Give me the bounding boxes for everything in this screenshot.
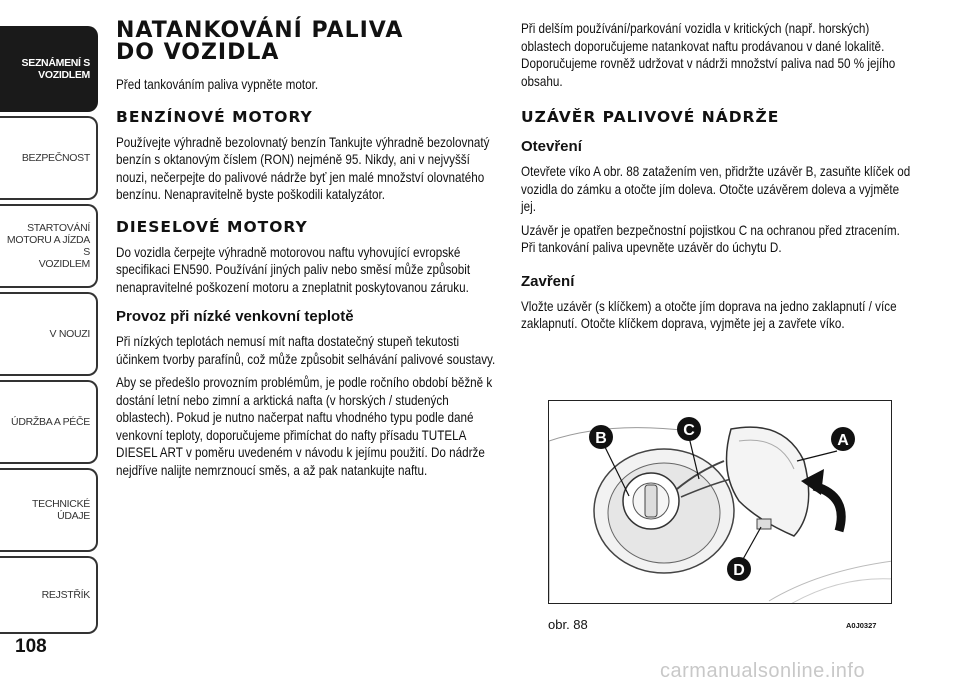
petrol-text: Používejte výhradně bezolovnatý benzín Tankujte výhradně bezolovnatý benzín s oktanovým číslem (RON) nejméně 95. Nikdy, ani v nejvyšší nouzi, nečerpejte do palivové nádrže byť jen malé množství olovnatého benzínu. Nenapravitelně byste poškodili katalyzátor. xyxy=(116,134,490,202)
tab-technicke-udaje[interactable] xyxy=(0,468,98,552)
figure-code: A0J0327 xyxy=(846,621,877,630)
petrol-heading: BENZÍNOVÉ MOTORY xyxy=(116,107,313,126)
callout-b-label: B xyxy=(595,430,607,447)
watermark: carmanualsonline.info xyxy=(660,660,866,682)
intro-text: Před tankováním paliva vypněte motor. xyxy=(116,77,319,92)
close-heading: Zavření xyxy=(521,272,575,290)
tab-bezpecnost[interactable] xyxy=(0,116,98,200)
tab-startovani[interactable] xyxy=(0,204,98,288)
tab-label: STARTOVÁNÍ MOTORU A JÍZDA S VOZIDLEM xyxy=(6,222,90,270)
page-title: NATANKOVÁNÍ PALIVA DO VOZIDLA xyxy=(116,18,404,65)
page-number: 108 xyxy=(15,636,47,657)
tab-rejstrik[interactable] xyxy=(0,556,98,634)
callout-a-label: A xyxy=(837,432,849,449)
left-column xyxy=(116,20,498,485)
fuel-cap-figure xyxy=(548,400,892,604)
diesel-text: Do vozidla čerpejte výhradně motorovou naftu vyhovující evropské specifikaci EN590. Používání jiných paliv nebo směsí může způsobit nenapravitelné poškození motoru a zneplatnit poskytovanou záruku. xyxy=(116,244,471,295)
tab-seznameni[interactable] xyxy=(0,26,98,112)
tab-label: ÚDRŽBA A PÉČE xyxy=(11,416,90,428)
tab-v-nouzi[interactable] xyxy=(0,292,98,376)
open-text-1: Otevřete víko A obr. 88 zatažením ven, přidržte uzávěr B, zasuňte klíček od vozidla do zámku a otočte jím doleva. Otočte uzávěrem doleva a vyjměte jej. xyxy=(521,164,911,214)
tab-udrzba[interactable] xyxy=(0,380,98,464)
right-column xyxy=(521,20,913,339)
cap-heading: UZÁVĚR PALIVOVÉ NÁDRŽE xyxy=(521,108,780,126)
cold-text-2: Aby se předešlo provozním problémům, je podle ročního období běžně k dostání letní nebo zimní a arktická nafta (v horských / studených oblastech). Pokud je nutno načerpat naftu vhodného typu podle dané venkovní teploty, doporučujeme přimíchat do nafty přísadu TUTELA DIESEL ART v poměru uvedeném v návodu k jejímu použití. Do nádrže nejdříve nalijte nemrznoucí směs, a až pak natankujte naftu. xyxy=(116,375,493,478)
figure-caption: obr. 88 xyxy=(548,617,588,632)
tab-label: TECHNICKÉ ÚDAJE xyxy=(32,498,90,522)
tab-label: V NOUZI xyxy=(49,328,90,340)
open-heading: Otevření xyxy=(521,138,582,155)
close-text: Vložte uzávěr (s klíčkem) a otočte jím doprava na jedno zaklapnutí / více zaklapnutí. Otočte klíčkem doprava, vyjměte jej a zavřete víko. xyxy=(521,298,897,331)
diesel-heading: DIESELOVÉ MOTORY xyxy=(116,217,308,236)
cold-heading: Provoz při nízké venkovní teplotě xyxy=(116,308,354,325)
tab-label: REJSTŘÍK xyxy=(41,589,90,601)
fuel-cap-illustration xyxy=(549,401,892,604)
tab-label: SEZNÁMENÍ S VOZIDLEM xyxy=(21,57,90,81)
continued-text: Při delším používání/parkování vozidla v kritických (např. horských) oblastech doporučujeme natankovat naftu prodávanou v dané lokalitě. Doporučujeme rovněž udržovat v nádrži množství paliva nad 50 % jejího obsahu. xyxy=(521,21,896,89)
callout-d-label: D xyxy=(733,562,745,579)
callout-c-label: C xyxy=(683,422,695,439)
tab-label: BEZPEČNOST xyxy=(21,152,90,164)
open-text-2: Uzávěr je opatřen bezpečnostní pojistkou C na ochranou před ztracením. Při tankování paliva upevněte uzávěr do úchytu D. xyxy=(521,222,900,255)
cold-text-1: Při nízkých teplotách nemusí mít nafta dostatečný stupeň tekutosti účinkem tvorby parafínů, což může způsobit selhávání palivové soustavy. xyxy=(116,334,496,367)
